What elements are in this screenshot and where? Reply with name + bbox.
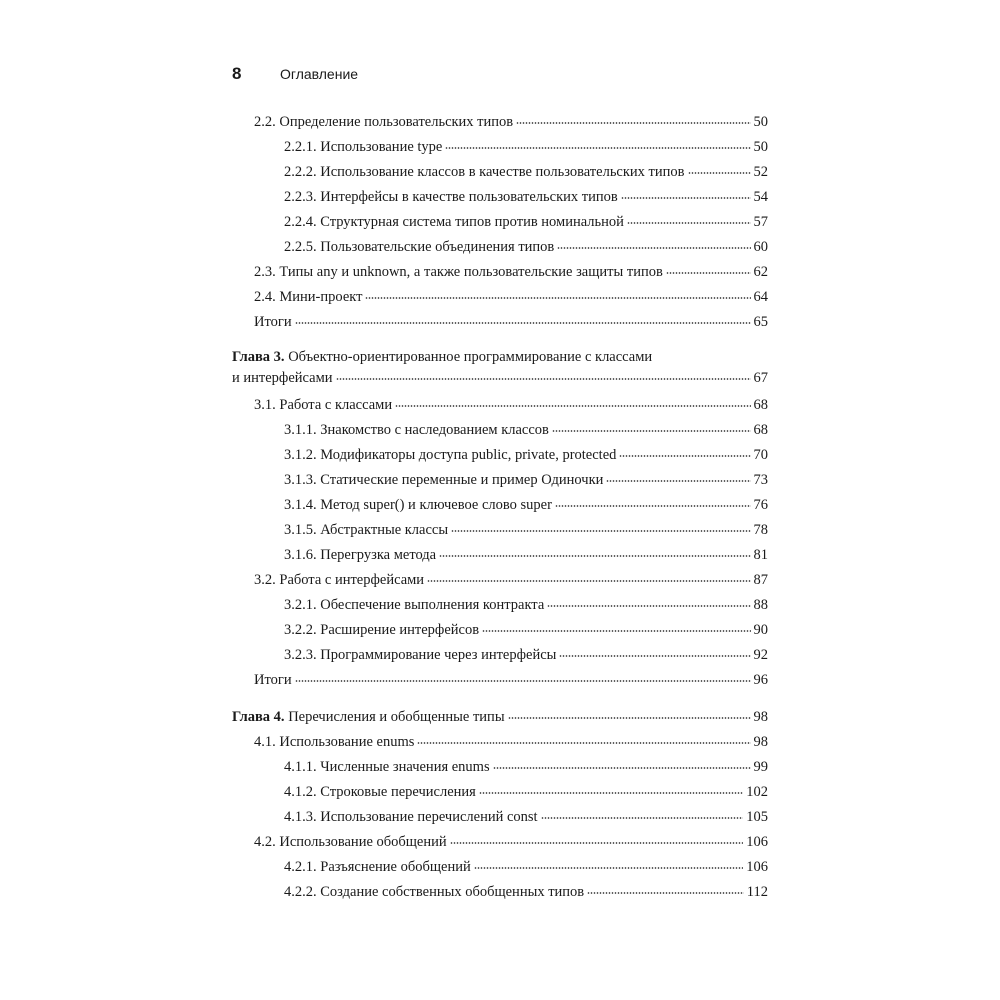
toc-page-number: 64 [753,289,768,305]
dot-leader [445,146,750,150]
toc-entry-title: 4.2.2. Создание собственных обобщенных типов [284,884,585,900]
dot-leader [666,271,751,275]
dot-leader [508,716,751,720]
toc-page-number: 50 [753,114,768,130]
toc-entry-title: 3.2.3. Программирование через интерфейсы [284,647,557,663]
running-header [232,64,358,88]
toc-entry-title: Итоги [254,314,292,330]
toc-page-number: 70 [753,447,768,463]
toc-entry-3-1-4 [232,493,768,518]
toc-page-number: 76 [753,497,768,513]
dot-leader [427,579,750,583]
toc-entry-title: 3.2.2. Расширение интерфейсов [284,622,480,638]
toc-entry-title: 4.1.1. Численные значения enums [284,759,490,775]
toc-entry-title: 2.2.3. Интерфейсы в качестве пользовательских типов [284,189,618,205]
toc-entry-title: 3.1.4. Метод super() и ключевое слово super [284,497,552,513]
toc-entry-title: 3.1.5. Абстрактные классы [284,522,449,538]
chapter-heading-line [232,705,768,730]
toc-entry-3-1-1 [232,418,768,443]
dot-leader [559,654,750,658]
toc-page-number: 98 [753,734,768,750]
toc-entry-3-1-6 [232,543,768,568]
toc-entry-4-1 [232,730,768,755]
toc-entry-2-2-4 [232,210,768,235]
toc-entry-title: 2.4. Мини-проект [254,289,363,305]
toc-page-number: 112 [746,884,768,900]
chapter-title: Объектно-ориентированное программирование с классами [288,349,653,365]
toc-entry-title: 4.2.1. Разъяснение обобщений [284,859,471,875]
dot-leader [417,741,750,745]
toc-entry-title: 2.2.5. Пользовательские объединения типов [284,239,555,255]
dot-leader [365,296,750,300]
dot-leader [295,321,751,325]
toc-entry-title: 3.1.2. Модификаторы доступа public, private, protected [284,447,617,463]
dot-leader [688,171,751,175]
dot-leader [395,404,750,408]
dot-leader [541,816,744,820]
toc-page-number: 57 [753,214,768,230]
toc-entry-title: 3.1.3. Статические переменные и пример Одиночки [284,472,604,488]
toc-entry-3-2-1 [232,593,768,618]
toc-entry-3-1 [232,393,768,418]
toc-entry-title: 3.1.1. Знакомство с наследованием классов [284,422,549,438]
toc-page-number: 81 [753,547,768,563]
toc-page-number: 65 [753,314,768,330]
toc-entry-title: 2.2.4. Структурная система типов против номинальной [284,214,624,230]
chapter-label: Глава 4. [232,709,285,725]
dot-leader [547,604,750,608]
chapter-heading-line [232,347,768,368]
toc-entry-title: 4.2. Использование обобщений [254,834,447,850]
chapter-title: Перечисления и обобщенные типы [288,709,505,725]
toc-entry-3-1-3 [232,468,768,493]
toc-entry-4-2-2 [232,880,768,905]
toc-page-number: 54 [753,189,768,205]
header-title: Оглавление [280,66,359,82]
toc-chapter-4 [232,705,768,730]
toc-entry-title: 3.2. Работа с интерфейсами [254,572,425,588]
toc-entry-2-2-3 [232,185,768,210]
dot-leader [552,429,751,433]
toc-page-number: 99 [753,759,768,775]
toc-entry-4-1-1 [232,755,768,780]
toc-entry-3-1-2 [232,443,768,468]
toc-page-number: 78 [753,522,768,538]
dot-leader [621,196,751,200]
toc-entry-3-2-3 [232,643,768,668]
toc-entry-title: 3.2.1. Обеспечение выполнения контракта [284,597,545,613]
toc-entry-3-1-5 [232,518,768,543]
toc-entry-4-2-1 [232,855,768,880]
toc-entry-summary-2 [232,310,768,335]
dot-leader [474,866,744,870]
toc-entry-2-2-2 [232,160,768,185]
toc-page-number: 92 [753,647,768,663]
dot-leader [479,791,743,795]
chapter-title-continuation: и интерфейсами [232,370,333,386]
toc-entry-title: 2.2.2. Использование классов в качестве пользовательских типов [284,164,685,180]
dot-leader [606,479,750,483]
toc-entry-2-3 [232,260,768,285]
dot-leader [451,529,750,533]
dot-leader [295,679,751,683]
toc-page-number: 105 [746,809,768,825]
toc-entry-title: 3.1. Работа с классами [254,397,393,413]
toc-entry-title: 2.3. Типы any и unknown, а также пользовательские защиты типов [254,264,663,280]
toc-entry-title: 4.1. Использование enums [254,734,415,750]
toc-entry-4-2 [232,830,768,855]
toc-entry-3-2 [232,568,768,593]
toc-page-number: 67 [753,370,768,386]
toc-page-number: 102 [746,784,768,800]
toc-entry-title: 2.2. Определение пользовательских типов [254,114,514,130]
toc-entry-title: 3.1.6. Перегрузка метода [284,547,437,563]
toc-entry-title: 4.1.3. Использование перечислений const [284,809,538,825]
toc-entry-2-2-1 [232,135,768,160]
toc-entry-2-2-5 [232,235,768,260]
toc-entry-3-2-2 [232,618,768,643]
dot-leader [555,504,751,508]
toc-page-number: 106 [746,834,768,850]
dot-leader [439,554,750,558]
dot-leader [336,377,751,381]
toc-entry-title: Итоги [254,672,292,688]
chapter-heading-continuation [232,368,768,389]
toc-page-number: 90 [753,622,768,638]
toc-page-number: 50 [753,139,768,155]
toc-page-number: 68 [753,397,768,413]
chapter-label: Глава 3. [232,349,285,365]
dot-leader [627,221,751,225]
toc-page-number: 87 [753,572,768,588]
toc-page-number: 52 [753,164,768,180]
dot-leader [557,246,750,250]
toc-page-number: 88 [753,597,768,613]
dot-leader [493,766,751,770]
toc-entry-2-2 [232,110,768,135]
toc-entry-summary-3 [232,668,768,693]
toc-page-number: 98 [753,709,768,725]
toc-page-number: 96 [753,672,768,688]
toc-page-number: 62 [753,264,768,280]
dot-leader [619,454,750,458]
dot-leader [516,121,750,125]
toc-entry-2-4 [232,285,768,310]
toc-page-number: 73 [753,472,768,488]
toc-page-number: 106 [746,859,768,875]
toc-entry-title: 4.1.2. Строковые перечисления [284,784,476,800]
toc-entry-4-1-3 [232,805,768,830]
toc-page-number: 60 [753,239,768,255]
dot-leader [450,841,744,845]
dot-leader [587,891,744,895]
page-number: 8 [232,64,242,83]
dot-leader [482,629,750,633]
toc-page-number: 68 [753,422,768,438]
toc-chapter-3 [232,347,768,389]
table-of-contents [232,110,768,905]
toc-entry-title: 2.2.1. Использование type [284,139,443,155]
toc-entry-4-1-2 [232,780,768,805]
